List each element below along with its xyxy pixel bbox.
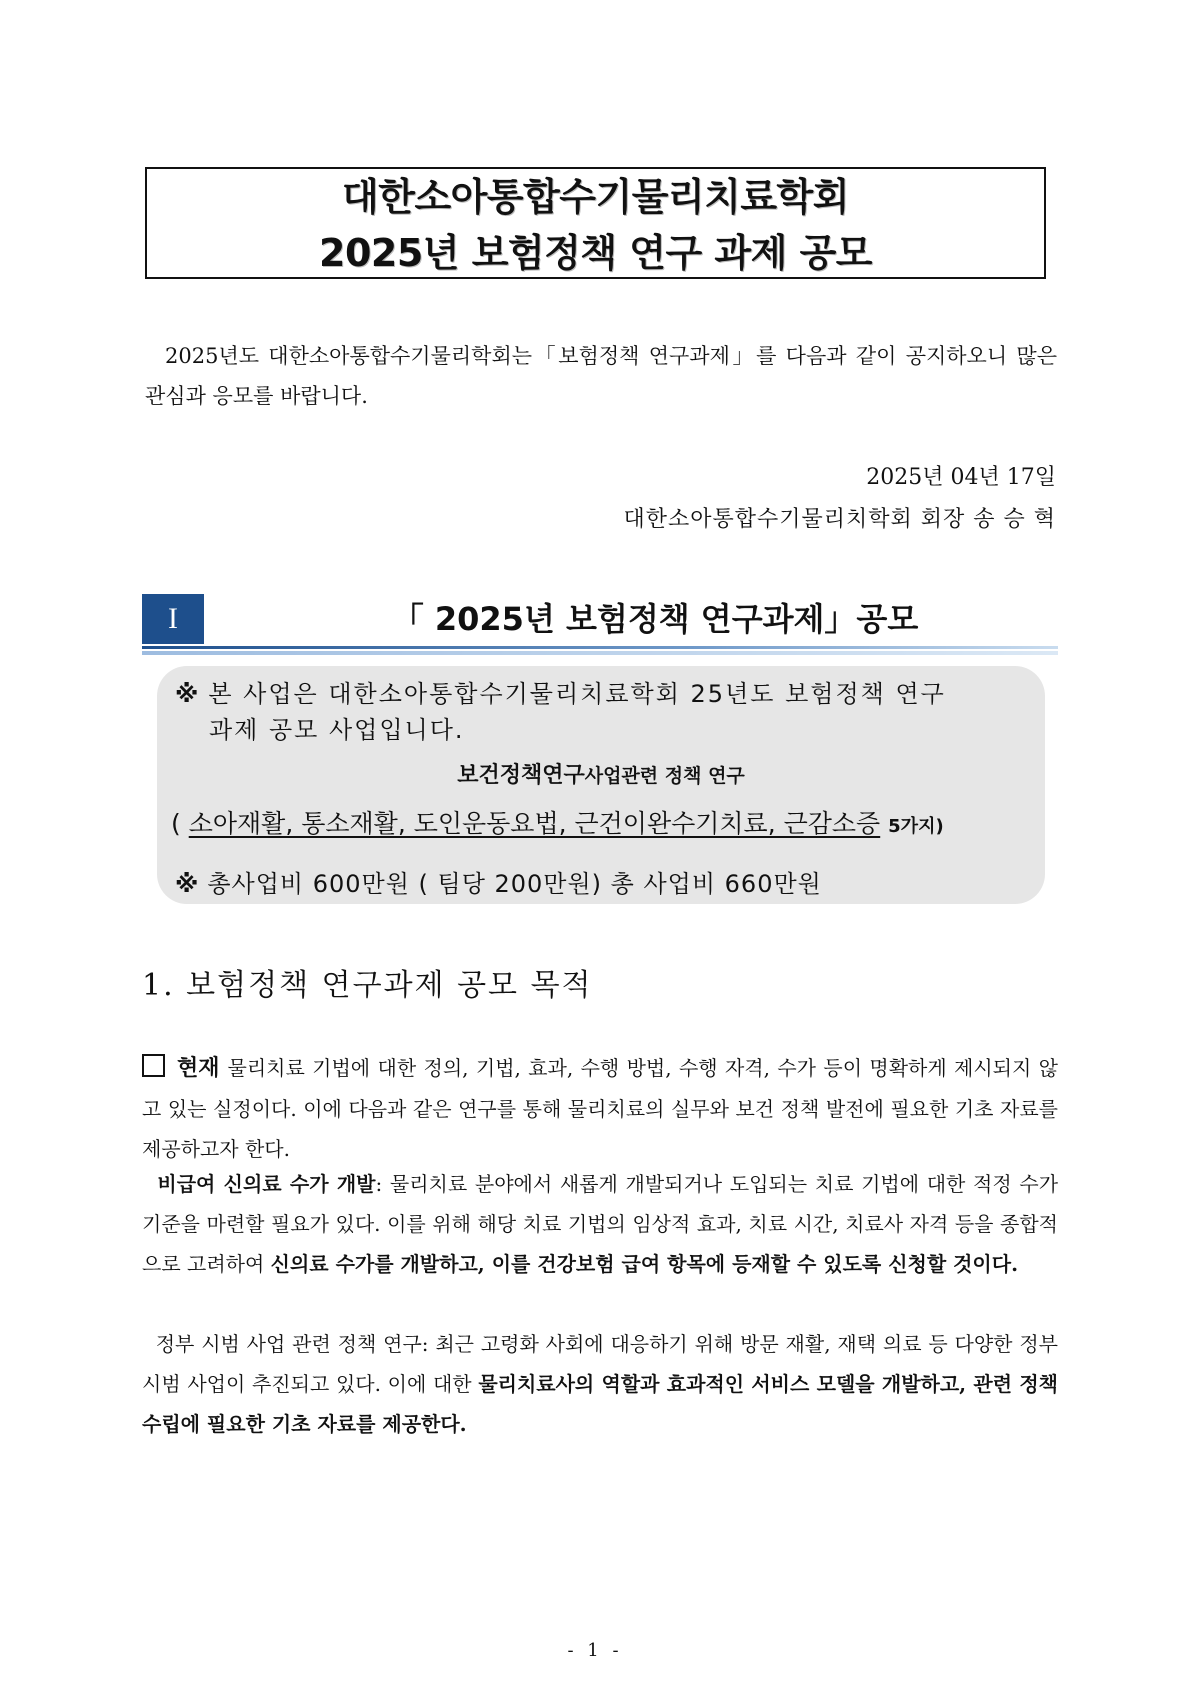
research-topics: ( 소아재활, 통소재활, 도인운동요법, 근건이완수기치료, 근감소증 5가지) <box>171 809 944 838</box>
notice-line-2: 과제 공모 사업입니다. <box>209 716 465 744</box>
announcement-date: 2025년 04년 17일 <box>866 465 1056 490</box>
section-number: I <box>142 594 204 644</box>
title-line-2: 2025년 보험정책 연구 과제 공모 <box>319 231 872 275</box>
title-line-1: 대한소아통합수기물리치료학회 <box>342 175 849 219</box>
notice-box <box>157 666 1045 904</box>
section-underline <box>142 646 1058 649</box>
budget-line: ※ 총사업비 600만원 ( 팀당 200만원) 총 사업비 660만원 <box>175 870 822 898</box>
reference-mark: ※ <box>175 870 200 898</box>
document-title-box <box>145 167 1046 279</box>
section-underline-light <box>142 651 1058 655</box>
reference-mark: ※ <box>175 680 201 708</box>
paragraph-current-status: 현재 물리치료 기법에 대한 정의, 기법, 효과, 수행 방법, 수행 자격, 수가 등이 명확하게 제시되지 않고 있는 실정이다. 이에 다음과 같은 연구를 통해 물리치료의 실무와 보건 정책 발전에 필요한 기초 자료를 제공하고자 한다. <box>142 1056 1058 1161</box>
page-number: - 1 - <box>567 1640 623 1661</box>
section-header <box>142 594 1058 648</box>
paragraph-new-fee-development: 비급여 신의료 수가 개발: 물리치료 분야에서 새롭게 개발되거나 도입되는 치료 기법에 대한 적정 수가 기준을 마련할 필요가 있다. 이를 위해 해당 치료 기법의 임상적 효과, 치료 시간, 치료사 자격 등을 종합적으로 고려하여 신의료 수가를 개발하고, 이를 건강보험 급여 항목에 등재할 수 있도록 신청할 것이다. <box>142 1172 1059 1276</box>
policy-research-line: 보건정책연구사업관련 정책 연구 <box>457 762 745 788</box>
notice-line-1: ※ 본 사업은 대한소아통합수기물리치료학회 25년도 보험정책 연구 <box>175 680 946 708</box>
signer: 대한소아통합수기물리치학회 회장 송 승 혁 <box>623 507 1056 532</box>
checkbox-square-icon <box>142 1054 165 1077</box>
topics-list: 소아재활, 통소재활, 도인운동요법, 근건이완수기치료, 근감소증 <box>188 809 881 838</box>
paragraph-pilot-policy: 정부 시범 사업 관련 정책 연구: 최근 고령화 사회에 대응하기 위해 방문 재활, 재택 의료 등 다양한 정부 시범 사업이 추진되고 있다. 이에 대한 물리치료사의 역할과 효과적인 서비스 모델을 개발하고, 관련 정책 수립에 필요한 기초 자료를 제공한다. <box>142 1332 1058 1436</box>
intro-paragraph: 2025년도 대한소아통합수기물리학회는「보험정책 연구과제」를 다음과 같이 공지하오니 많은 관심과 응모를 바랍니다. <box>145 344 1057 408</box>
heading-purpose: 1. 보험정책 연구과제 공모 목적 <box>142 968 593 1003</box>
section-title: 「 2025년 보험정책 연구과제」공모 <box>391 600 919 638</box>
